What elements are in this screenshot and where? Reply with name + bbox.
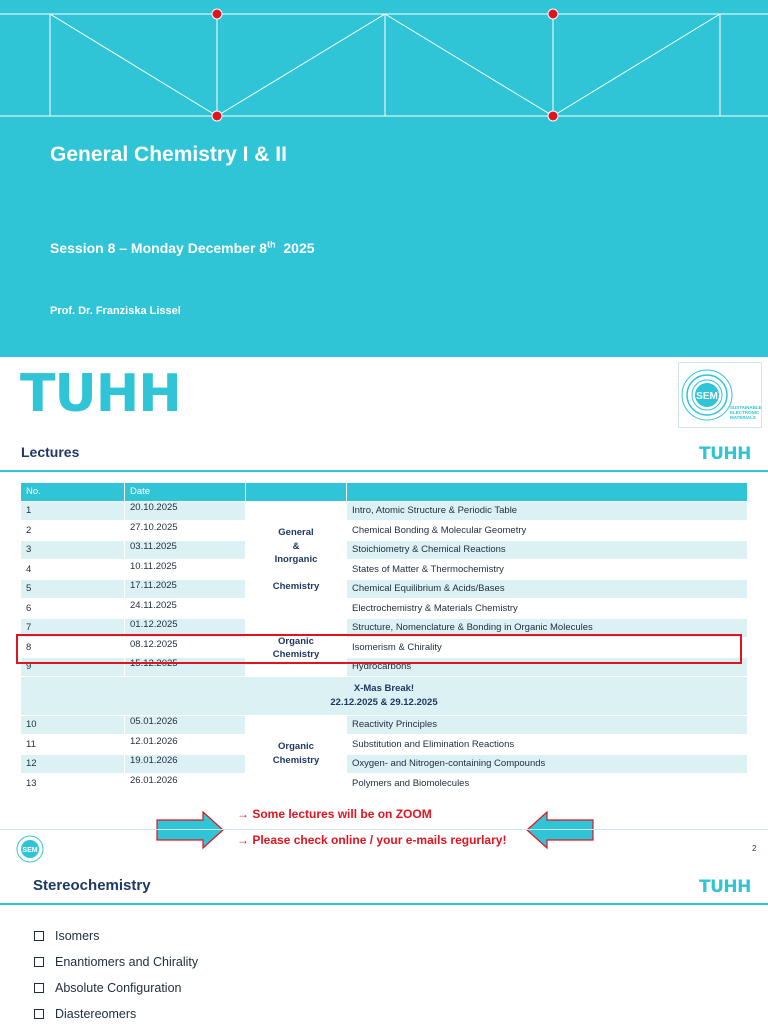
- checkbox-icon: [34, 957, 44, 967]
- truss-node: [212, 111, 222, 121]
- row-date: 19.01.2026: [125, 755, 245, 773]
- row-date: 10.11.2025: [125, 561, 245, 579]
- table-row: [21, 736, 747, 754]
- row-date: 01.12.2025: [125, 619, 245, 637]
- group2-line2: Chemistry: [272, 649, 320, 660]
- list-item: [34, 1005, 198, 1024]
- sem-logo-line2: ELECTRONIC: [730, 410, 760, 415]
- table-row: [21, 502, 747, 520]
- group-general-inorganic: [246, 502, 346, 618]
- row-date: 17.11.2025: [125, 580, 245, 598]
- session-year: 2025: [283, 240, 315, 256]
- sem-logo-line3: MATERIALS: [730, 415, 756, 420]
- row-topic: Intro, Atomic Structure & Periodic Table: [347, 502, 747, 520]
- header-group: [246, 483, 346, 501]
- group1-line3: Inorganic: [274, 554, 318, 565]
- xmas-break-row: [21, 677, 747, 715]
- sem-logo-abbr: SEM: [696, 391, 718, 402]
- title-divider: [0, 470, 768, 472]
- row-topic: Stoichiometry & Chemical Reactions: [347, 541, 747, 559]
- title-divider-2: [0, 903, 768, 905]
- checkbox-icon: [34, 983, 44, 993]
- checkbox-icon: [34, 1009, 44, 1019]
- row-date: 27.10.2025: [125, 522, 245, 540]
- sem-logo-small: [16, 835, 44, 863]
- sem-logo-small-abbr: SEM: [22, 847, 38, 854]
- session-text: Session 8 – Monday December 8: [50, 240, 268, 256]
- row-number: 9: [21, 658, 124, 676]
- professor-name: Prof. Dr. Franziska Lissel: [50, 305, 181, 317]
- list-item-label: Diastereomers: [55, 1007, 137, 1021]
- row-topic: Structure, Nomenclature & Bonding in Organic Molecules: [347, 619, 747, 637]
- truss-graphic: [0, 0, 768, 130]
- row-number: 10: [21, 716, 124, 734]
- truss-node: [548, 111, 558, 121]
- row-date: 05.01.2026: [125, 716, 245, 734]
- row-topic: Reactivity Principles: [347, 716, 747, 734]
- topic-list: [34, 927, 198, 1024]
- check-online-note: → Please check online / your e-mails regurlary!: [237, 833, 507, 847]
- table-row: [21, 716, 747, 734]
- row-number: 13: [21, 775, 124, 793]
- group3-line2: Chemistry: [272, 755, 320, 766]
- tuhh-logo-small-2: TUHH: [699, 877, 751, 897]
- title-slide: [0, 0, 768, 357]
- group-organic-2: [246, 716, 346, 793]
- table-row: [21, 755, 747, 773]
- group1-line1: General: [278, 527, 314, 538]
- tuhh-logo-small: TUHH: [699, 444, 751, 464]
- header-no: No.: [21, 483, 124, 501]
- row-date: 26.01.2026: [125, 775, 245, 793]
- truss-node: [212, 9, 222, 19]
- right-arrow-icon: [155, 810, 225, 850]
- list-item-label: Isomers: [55, 929, 100, 943]
- list-item: [34, 927, 198, 953]
- row-number: 7: [21, 619, 124, 637]
- zoom-note: → Some lectures will be on ZOOM: [237, 807, 432, 821]
- row-topic: Polymers and Biomolecules: [347, 775, 747, 793]
- sem-logo: [678, 362, 762, 428]
- row-number: 12: [21, 755, 124, 773]
- row-date: 12.01.2026: [125, 736, 245, 754]
- row-number: 3: [21, 541, 124, 559]
- session-ordinal: th: [267, 239, 276, 250]
- stereochemistry-title: Stereochemistry: [33, 877, 151, 894]
- header-topic: [347, 483, 747, 501]
- row-date: 24.11.2025: [125, 600, 245, 618]
- row-topic: Chemical Equilibrium & Acids/Bases: [347, 580, 747, 598]
- header-date: Date: [125, 483, 245, 501]
- row-topic: Electrochemistry & Materials Chemistry: [347, 600, 747, 618]
- row-date: 15.12.2025: [125, 658, 245, 676]
- table-row: [21, 580, 747, 598]
- table-row: [21, 522, 747, 540]
- table-header-row: [21, 483, 747, 501]
- checkbox-icon: [34, 931, 44, 941]
- row-number: 5: [21, 580, 124, 598]
- current-session-highlight: [16, 634, 742, 664]
- sem-logo-graphic: [679, 363, 763, 429]
- list-item: [34, 953, 198, 979]
- table-row: [21, 541, 747, 559]
- list-item-label: Absolute Configuration: [55, 981, 182, 995]
- row-topic: States of Matter & Thermochemistry: [347, 561, 747, 579]
- group1-line4: Chemistry: [272, 580, 320, 592]
- row-topic: Chemical Bonding & Molecular Geometry: [347, 522, 747, 540]
- row-number: 2: [21, 522, 124, 540]
- row-number: 6: [21, 600, 124, 618]
- row-topic: Substitution and Elimination Reactions: [347, 736, 747, 754]
- table-row: [21, 561, 747, 579]
- row-topic: Isomerism & Chirality: [347, 639, 747, 657]
- page-number: 2: [752, 844, 757, 853]
- truss-node: [548, 9, 558, 19]
- list-item: [34, 979, 198, 1005]
- presentation-title: General Chemistry I & II: [50, 143, 287, 166]
- row-number: 8: [21, 639, 124, 657]
- sem-logo-line1: SUSTAINABLE: [730, 405, 762, 410]
- session-subtitle: [50, 240, 315, 256]
- row-number: 4: [21, 561, 124, 579]
- group3-line1: Organic: [278, 741, 314, 752]
- row-date: 08.12.2025: [125, 639, 245, 657]
- list-item-label: Enantiomers and Chirality: [55, 955, 199, 969]
- footer-divider: [0, 829, 768, 830]
- row-number: 11: [21, 736, 124, 754]
- table-row: [21, 775, 747, 793]
- xmas-break-dates: 22.12.2025 & 29.12.2025: [330, 697, 438, 708]
- group2-line1: Organic: [278, 636, 314, 647]
- row-topic: Oxygen- and Nitrogen-containing Compounds: [347, 755, 747, 773]
- xmas-break-title: X-Mas Break!: [353, 683, 415, 694]
- row-number: 1: [21, 502, 124, 520]
- row-date: 20.10.2025: [125, 502, 245, 520]
- row-topic: Hydrocarbons: [347, 658, 747, 676]
- lectures-title: Lectures: [21, 444, 80, 460]
- table-row: [21, 600, 747, 618]
- row-date: 03.11.2025: [125, 541, 245, 559]
- left-arrow-icon: [525, 810, 595, 850]
- group1-line2: &: [292, 540, 300, 552]
- tuhh-logo: TUHH: [20, 364, 181, 424]
